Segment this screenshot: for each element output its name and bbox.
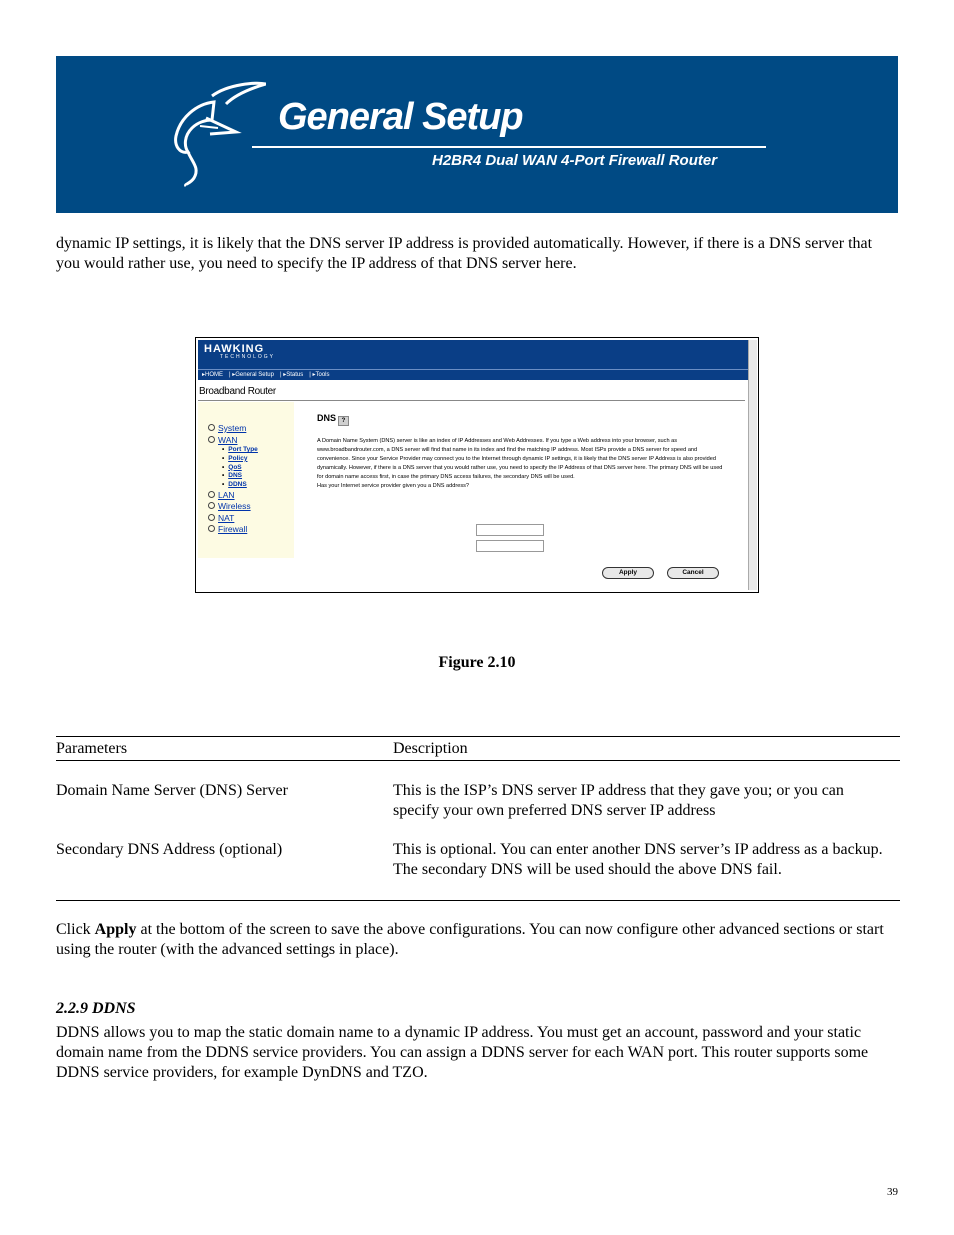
sidebar-item-nat[interactable]: NAT <box>208 513 258 525</box>
hawking-logo-sub: TECHNOLOGY <box>220 354 276 360</box>
sidebar-item-wan[interactable]: WAN <box>208 435 258 447</box>
dns-description: A Domain Name System (DNS) server is like an index of IP Addresses and Web Addresses. If you type a Web address into your browser, such as www.broadbandrouter.com, a DNS server will find that name in its index and find the matching IP address. Most ISPs provide a DNS server for speed and convenience. Since your Service Provider may connect you to the Internet through dynamic IP settings, it is likely that the DNS server IP Address is also provided dynamically. However, if there is a DNS server that you would rather use, you need to specify the IP Address of that DNS server here. The primary DNS will be used for domain name access first, in case the primary DNS access failures, the secondary DNS will be used. Has your Internet service provider given you a DNS address? <box>317 438 723 489</box>
table-header-rule <box>56 760 900 761</box>
nav-status[interactable]: ▸Status <box>283 372 304 378</box>
figure-caption: Figure 2.10 <box>438 654 516 671</box>
apply-button[interactable]: Apply <box>602 567 654 579</box>
help-icon[interactable]: ? <box>338 416 349 426</box>
nav-tools[interactable]: ▸Tools <box>312 372 330 378</box>
sidebar-item-wireless[interactable]: Wireless <box>208 501 258 513</box>
brand-label: Broadband Router <box>199 386 276 397</box>
dns-section-title: DNS ? <box>317 413 349 426</box>
cancel-button[interactable]: Cancel <box>667 567 719 579</box>
apply-paragraph: Click Apply at the bottom of the screen to save the above configurations. You can now configure other advanced sections or start using the router (with the advanced settings in place). <box>56 921 884 958</box>
hawking-logo-text: HAWKING <box>204 343 265 355</box>
table-row-1-param: Domain Name Server (DNS) Server <box>56 782 288 799</box>
sidebar-item-system[interactable]: System <box>208 423 258 435</box>
table-bottom-rule <box>56 900 900 901</box>
parameters-table <box>56 736 900 902</box>
sidebar-sub-policy[interactable]: • Policy <box>222 455 258 464</box>
secondary-dns-input[interactable] <box>476 540 544 552</box>
sidebar-item-lan[interactable]: LAN <box>208 490 258 502</box>
brand-divider <box>198 400 745 401</box>
ddns-paragraph: DDNS allows you to map the static domain name to a dynamic IP address. You must get an account, password and your static domain name from the DDNS service providers. You can assign a DDNS server for each WAN port. This router supports some DDNS service providers, for example DynDNS and TZO. <box>56 1024 869 1081</box>
bird-logo-icon <box>166 74 266 194</box>
screenshot-topbar <box>198 340 748 369</box>
intro-paragraph: dynamic IP settings, it is likely that the DNS server IP address is provided automatically. However, if there is a DNS server that you would rather use, you need to specify the IP address of that DNS server here. <box>56 235 873 272</box>
primary-dns-input[interactable] <box>476 524 544 536</box>
sidebar-item-firewall[interactable]: Firewall <box>208 524 258 536</box>
dns-question: Has your Internet service provider given you a DNS address? <box>317 482 470 489</box>
radio-circle-icon <box>208 514 215 521</box>
radio-circle-icon <box>208 424 215 431</box>
hawking-logo <box>204 343 275 360</box>
radio-circle-icon <box>208 525 215 532</box>
radio-circle-icon <box>208 502 215 509</box>
router-dns-screenshot <box>195 337 759 593</box>
table-row-2-desc: This is optional. You can enter another DNS server’s IP address as a backup. The secondary DNS will be used should the above DNS fail. <box>393 841 883 878</box>
screenshot-navbar: ▸HOME | ▸General Setup | ▸Status | ▸Tools <box>198 369 748 380</box>
banner-title: General Setup <box>278 96 523 138</box>
table-header-description: Description <box>393 740 468 757</box>
banner-subtitle: H2BR4 Dual WAN 4-Port Firewall Router <box>432 152 718 169</box>
banner-rule <box>252 146 766 148</box>
nav-general-setup[interactable]: ▸General Setup <box>232 372 274 378</box>
table-row-2-param: Secondary DNS Address (optional) <box>56 841 283 858</box>
table-top-rule <box>56 736 900 737</box>
nav-home[interactable]: ▸HOME <box>202 372 224 378</box>
section-heading-ddns: 2.2.9 DDNS <box>56 1000 136 1017</box>
table-header-parameters: Parameters <box>56 740 128 757</box>
header-banner <box>56 56 898 213</box>
radio-circle-icon <box>208 436 215 443</box>
radio-circle-icon <box>208 491 215 498</box>
screenshot-scrollbar[interactable] <box>748 340 757 590</box>
table-row-1-desc: This is the ISP’s DNS server IP address that they gave you; or you can specify your own preferred DNS server IP address <box>393 782 844 819</box>
apply-bold: Apply <box>94 921 137 938</box>
sidebar-sub-ddns[interactable]: • DDNS <box>222 481 258 490</box>
sidebar-menu <box>208 423 258 536</box>
sidebar-sub-dns[interactable]: • DNS <box>222 472 258 481</box>
sidebar-sub-qos[interactable]: • QoS <box>222 464 258 473</box>
sidebar-sub-port-type[interactable]: • Port Type <box>222 446 258 455</box>
sidebar-submenu <box>222 446 258 490</box>
page-number: 39 <box>887 1186 898 1198</box>
